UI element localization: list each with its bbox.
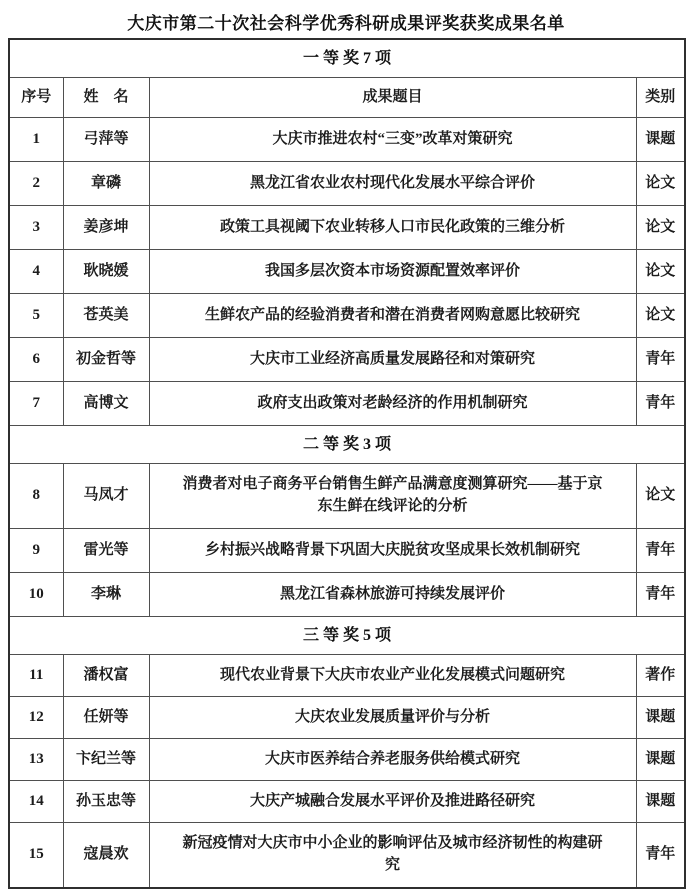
cell-serial: 4	[9, 250, 63, 294]
cell-serial: 14	[9, 781, 63, 823]
table-row	[9, 162, 685, 206]
cell-category: 课题	[636, 118, 685, 162]
cell-serial: 13	[9, 739, 63, 781]
cell-category: 青年	[636, 338, 685, 382]
table-row	[9, 739, 685, 781]
cell-title: 消费者对电子商务平台销售生鲜产品满意度测算研究——基于京东生鲜在线评论的分析	[149, 464, 636, 529]
cell-name: 姜彦坤	[63, 206, 149, 250]
cell-name: 任妍等	[63, 697, 149, 739]
cell-category: 著作	[636, 655, 685, 697]
cell-serial: 7	[9, 382, 63, 426]
cell-title: 政策工具视阈下农业转移人口市民化政策的三维分析	[149, 206, 636, 250]
cell-name: 章磷	[63, 162, 149, 206]
cell-title: 黑龙江省森林旅游可持续发展评价	[149, 573, 636, 617]
cell-title: 政府支出政策对老龄经济的作用机制研究	[149, 382, 636, 426]
cell-title: 大庆市医养结合养老服务供给模式研究	[149, 739, 636, 781]
cell-name: 李琳	[63, 573, 149, 617]
cell-name: 初金哲等	[63, 338, 149, 382]
cell-name: 马凤才	[63, 464, 149, 529]
cell-category: 青年	[636, 382, 685, 426]
section-header: 一 等 奖 7 项	[9, 39, 685, 78]
cell-serial: 12	[9, 697, 63, 739]
table-row	[9, 464, 685, 529]
cell-title: 大庆农业发展质量评价与分析	[149, 697, 636, 739]
cell-title: 大庆产城融合发展水平评价及推进路径研究	[149, 781, 636, 823]
cell-title: 大庆市推进农村“三变”改革对策研究	[149, 118, 636, 162]
table-row	[9, 573, 685, 617]
cell-serial: 2	[9, 162, 63, 206]
cell-title: 大庆市工业经济高质量发展路径和对策研究	[149, 338, 636, 382]
cell-name: 雷光等	[63, 529, 149, 573]
section-header: 二 等 奖 3 项	[9, 426, 685, 464]
cell-category: 课题	[636, 697, 685, 739]
page-title: 大庆市第二十次社会科学优秀科研成果评奖获奖成果名单	[127, 14, 565, 33]
column-header-no: 序号	[9, 78, 63, 118]
table-row	[9, 382, 685, 426]
cell-category: 青年	[636, 529, 685, 573]
cell-serial: 6	[9, 338, 63, 382]
table-row	[9, 655, 685, 697]
table-row	[9, 823, 685, 889]
section-header-row	[9, 426, 685, 464]
cell-category: 论文	[636, 250, 685, 294]
cell-category: 论文	[636, 294, 685, 338]
column-header-title: 成果题目	[149, 78, 636, 118]
table-row	[9, 206, 685, 250]
awards-table	[8, 38, 686, 889]
cell-category: 论文	[636, 206, 685, 250]
table-row	[9, 118, 685, 162]
section-header: 三 等 奖 5 项	[9, 617, 685, 655]
table-row	[9, 781, 685, 823]
cell-name: 弓萍等	[63, 118, 149, 162]
cell-category: 论文	[636, 464, 685, 529]
cell-name: 苍英美	[63, 294, 149, 338]
cell-serial: 5	[9, 294, 63, 338]
table-row	[9, 338, 685, 382]
table-row	[9, 294, 685, 338]
section-header-row	[9, 39, 685, 78]
column-header-name: 姓 名	[63, 78, 149, 118]
cell-category: 课题	[636, 781, 685, 823]
cell-name: 潘权富	[63, 655, 149, 697]
column-header-row	[9, 78, 685, 118]
cell-name: 孙玉忠等	[63, 781, 149, 823]
table-row	[9, 697, 685, 739]
cell-title: 黑龙江省农业农村现代化发展水平综合评价	[149, 162, 636, 206]
table-row	[9, 529, 685, 573]
cell-name: 高博文	[63, 382, 149, 426]
cell-serial: 3	[9, 206, 63, 250]
column-header-category: 类别	[636, 78, 685, 118]
cell-name: 寇晨欢	[63, 823, 149, 889]
cell-serial: 9	[9, 529, 63, 573]
cell-title: 生鲜农产品的经验消费者和潜在消费者网购意愿比较研究	[149, 294, 636, 338]
table-row	[9, 250, 685, 294]
cell-title: 现代农业背景下大庆市农业产业化发展模式问题研究	[149, 655, 636, 697]
cell-name: 耿晓媛	[63, 250, 149, 294]
cell-category: 课题	[636, 739, 685, 781]
cell-title: 乡村振兴战略背景下巩固大庆脱贫攻坚成果长效机制研究	[149, 529, 636, 573]
cell-serial: 8	[9, 464, 63, 529]
cell-serial: 1	[9, 118, 63, 162]
cell-category: 青年	[636, 823, 685, 889]
cell-title: 我国多层次资本市场资源配置效率评价	[149, 250, 636, 294]
cell-serial: 10	[9, 573, 63, 617]
cell-category: 青年	[636, 573, 685, 617]
cell-category: 论文	[636, 162, 685, 206]
section-header-row	[9, 617, 685, 655]
cell-title: 新冠疫情对大庆市中小企业的影响评估及城市经济韧性的构建研究	[149, 823, 636, 889]
cell-serial: 11	[9, 655, 63, 697]
cell-name: 卞纪兰等	[63, 739, 149, 781]
cell-serial: 15	[9, 823, 63, 889]
